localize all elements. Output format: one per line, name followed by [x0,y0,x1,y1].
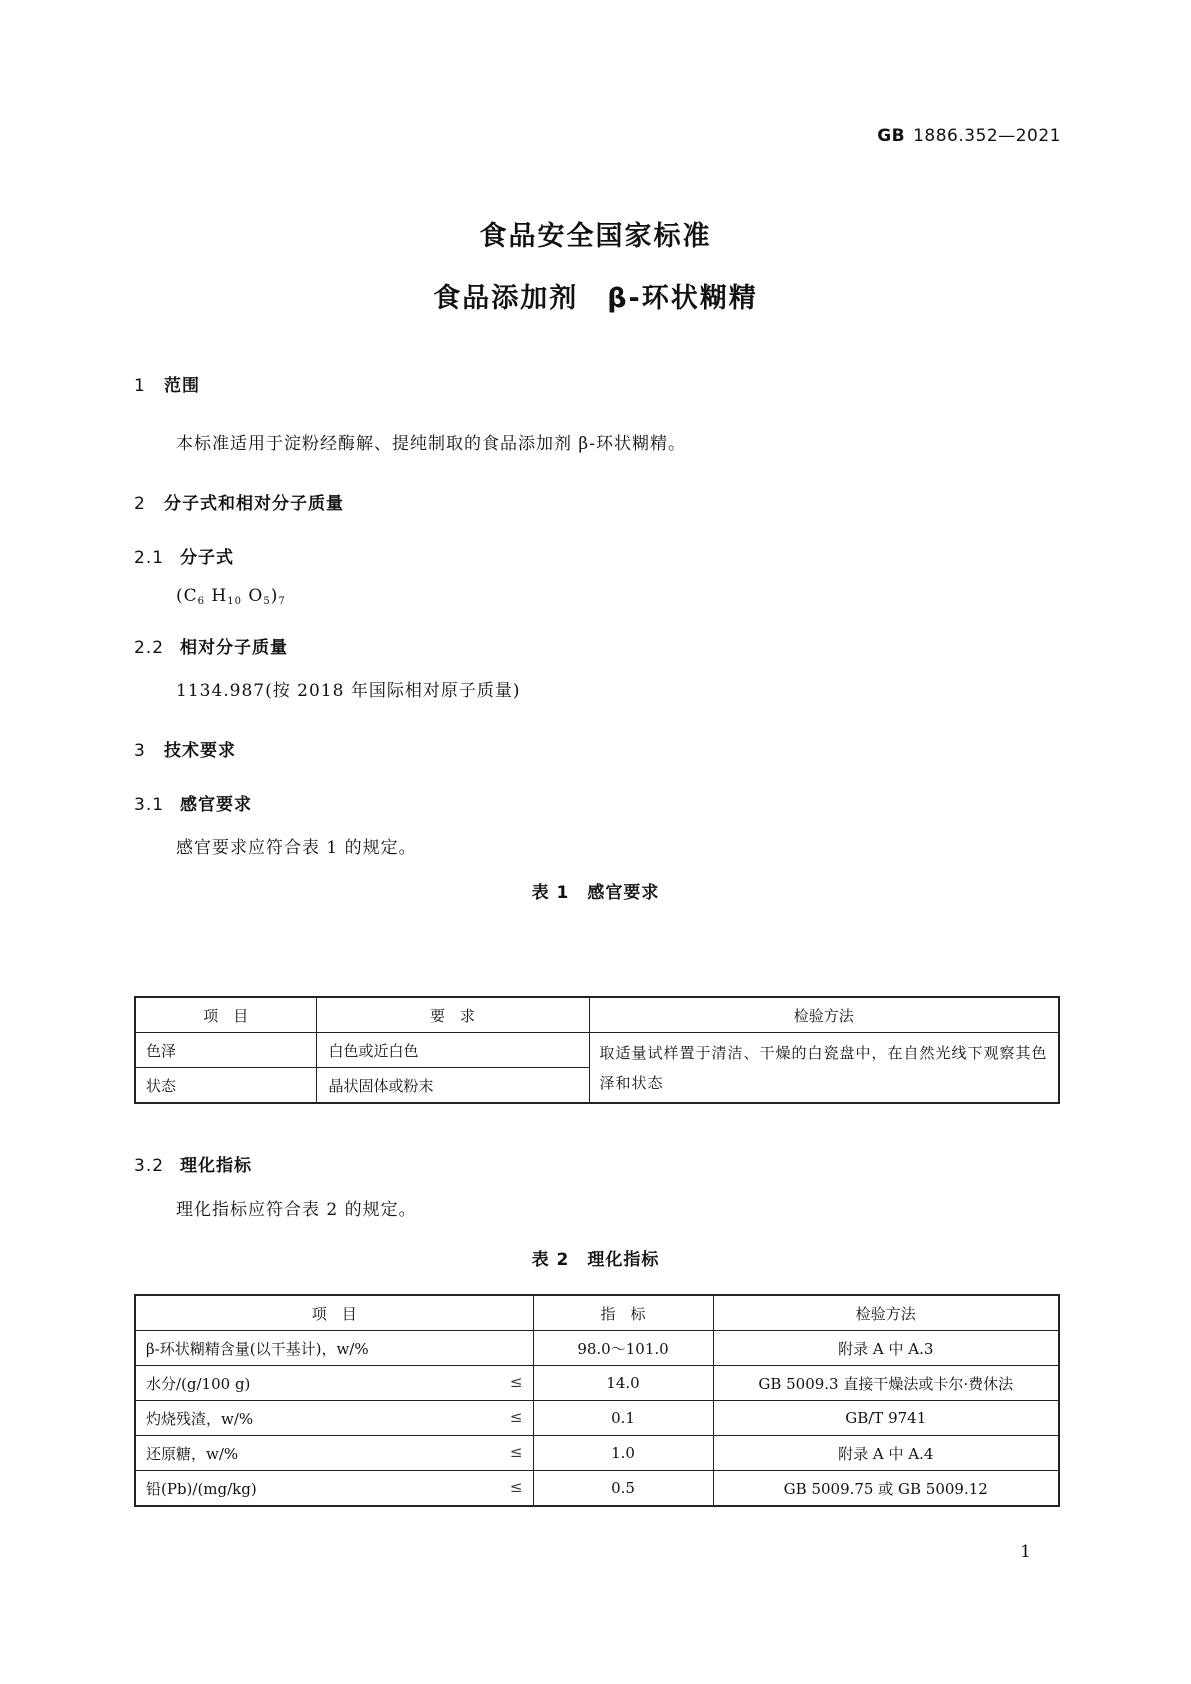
formula-c-count: 6 [197,596,206,607]
section-title: 理化指标 [180,1156,252,1176]
table-header-cell: 项 目 [135,1295,533,1331]
table-row [135,1401,1059,1436]
table-row [135,1331,1059,1366]
table-cell-requirement: 晶状固体或粉末 [316,1068,589,1104]
section-title: 范围 [164,376,200,396]
molecular-mass-text: 1134.987(按 2018 年国际相对原子质量) [176,681,521,701]
document-title: 食品安全国家标准 [479,221,712,252]
section-number: 3.1 [134,795,165,815]
formula-n: 7 [278,596,286,607]
document-subtitle: 食品添加剂 β-环状糊精 [433,283,758,314]
table-cell-requirement: 白色或近白色 [316,1033,589,1068]
section-1-heading [134,371,200,396]
section-title: 分子式和相对分子质量 [164,494,344,514]
le-sign: ≤ [509,1372,523,1391]
item-label: 水分/(g/100 g) [146,1374,251,1393]
section-2-heading [134,489,344,514]
formula-o: O [248,586,264,606]
section-number: 3 [134,741,146,761]
table-cell-method: 取适量试样置于清洁、干燥的白瓷盘中，在自然光线下观察其色泽和状态 [589,1033,1059,1104]
item-label: 灼烧残渣，w/% [146,1409,254,1428]
table-row [135,1471,1059,1507]
table-header-row [135,1295,1059,1331]
table-header-cell: 检验方法 [589,997,1059,1033]
table-2-caption: 表 2 理化指标 [531,1250,660,1270]
standard-code-prefix: GB [877,126,906,146]
table-cell-value: 0.1 [533,1401,713,1436]
table-row [135,1366,1059,1401]
table-cell-value: 98.0～101.0 [533,1331,713,1366]
table-cell-item [135,1471,533,1507]
sensory-requirements-table [134,996,1060,1104]
table-row [135,1033,1059,1068]
table-cell-item [135,1401,533,1436]
table-cell-item: 色泽 [135,1033,316,1068]
item-label: β-环状糊精含量(以干基计)，w/% [146,1339,369,1358]
table-cell-method: 附录 A 中 A.4 [713,1436,1059,1471]
section-number: 3.2 [134,1156,165,1176]
page-number: 1 [1020,1542,1031,1562]
table-header-cell: 检验方法 [713,1295,1059,1331]
table-cell-value: 14.0 [533,1366,713,1401]
molecular-formula [176,586,286,607]
section-title: 技术要求 [164,741,236,761]
section-2-1-heading [134,543,234,568]
table-header-row [135,997,1059,1033]
physicochemical-indicators-table [134,1294,1060,1507]
le-sign: ≤ [509,1477,523,1496]
table-cell-item [135,1366,533,1401]
table-cell-value: 1.0 [533,1436,713,1471]
le-sign: ≤ [509,1407,523,1426]
table-cell-item: 状态 [135,1068,316,1104]
table-cell-method: 附录 A 中 A.3 [713,1331,1059,1366]
formula-h: H [211,586,228,606]
formula-open: (C [176,586,198,606]
le-sign: ≤ [509,1442,523,1461]
section-1-text: 本标准适用于淀粉经酶解、提纯制取的食品添加剂 β-环状糊精。 [176,434,686,454]
formula-o-count: 5 [263,596,271,607]
table-header-cell: 要 求 [316,997,589,1033]
table-1-caption: 表 1 感官要求 [531,883,660,903]
table-cell-method: GB/T 9741 [713,1401,1059,1436]
section-3-1-heading [134,790,252,815]
item-label: 还原糖，w/% [146,1444,239,1463]
section-2-2-heading [134,633,288,658]
table-header-cell: 项 目 [135,997,316,1033]
table-cell-item [135,1331,533,1366]
formula-h-count: 10 [227,596,242,607]
standard-code-number: 1886.352—2021 [913,126,1061,146]
section-title: 相对分子质量 [180,638,288,658]
table-cell-method: GB 5009.75 或 GB 5009.12 [713,1471,1059,1507]
section-3-2-text: 理化指标应符合表 2 的规定。 [176,1200,417,1220]
section-title: 分子式 [180,548,234,568]
table-cell-method: GB 5009.3 直接干燥法或卡尔·费休法 [713,1366,1059,1401]
section-3-1-text: 感官要求应符合表 1 的规定。 [176,838,417,858]
section-title: 感官要求 [180,795,252,815]
section-number: 2 [134,494,146,514]
item-label: 铅(Pb)/(mg/kg) [146,1479,257,1498]
standard-code [877,126,1061,146]
section-number: 1 [134,376,146,396]
section-3-heading [134,736,236,761]
table-cell-value: 0.5 [533,1471,713,1507]
section-number: 2.2 [134,638,165,658]
formula-close: ) [270,586,279,606]
table-header-cell: 指 标 [533,1295,713,1331]
table-cell-item [135,1436,533,1471]
section-number: 2.1 [134,548,165,568]
section-3-2-heading [134,1151,252,1176]
table-row [135,1436,1059,1471]
